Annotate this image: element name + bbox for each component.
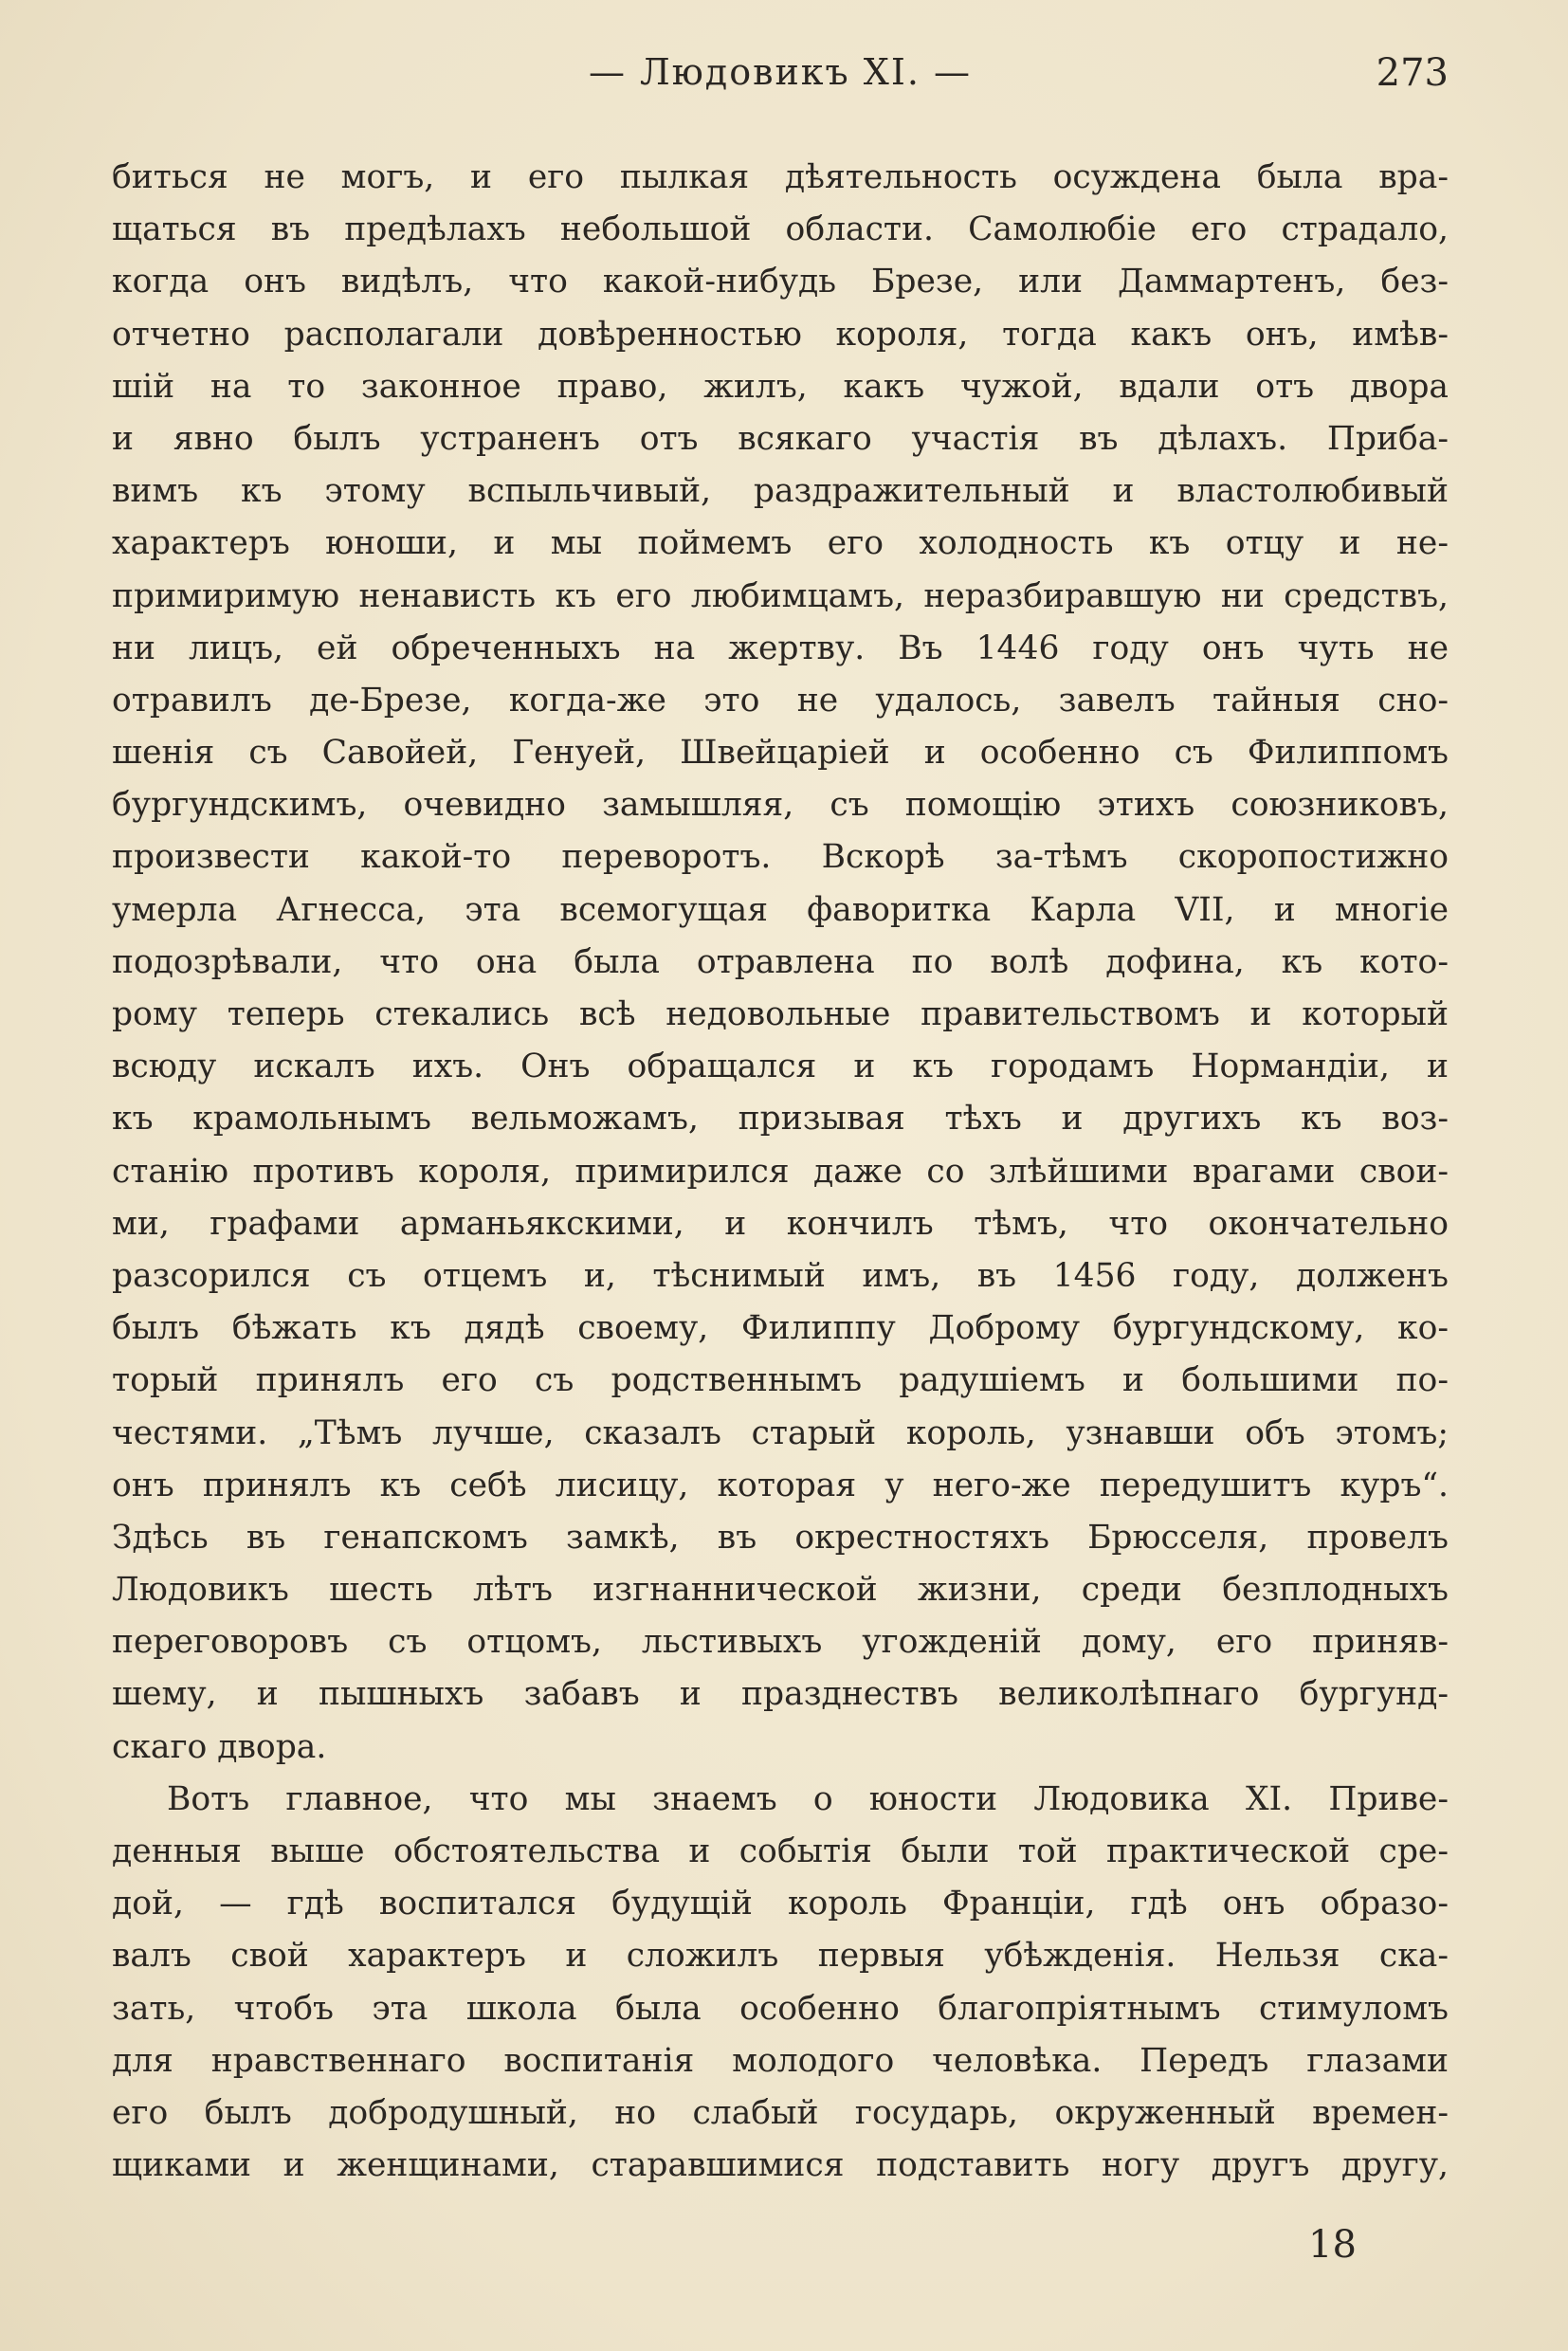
text-line: разсорился съ отцемъ и, тѣснимый имъ, въ 1456 году, долженъ [112, 1256, 1449, 1295]
text-line: былъ бѣжать къ дядѣ своему, Филиппу Доброму бургундскому, ко- [112, 1309, 1449, 1348]
page-header [112, 46, 1449, 102]
text-line: зать, чтобъ эта школа была особенно благопріятнымъ стимуломъ [112, 1989, 1449, 2028]
text-line: валъ свой характеръ и сложилъ первыя убѣжденія. Нельзя ска- [112, 1937, 1449, 1976]
text-line: вимъ къ этому вспыльчивый, раздражительный и властолюбивый [112, 472, 1449, 511]
text-line: щиками и женщинами, старавшимися подставить ногу другъ другу, [112, 2146, 1449, 2185]
text-line: когда онъ видѣлъ, что какой-нибудь Брезе, или Даммартенъ, без- [112, 263, 1449, 301]
text-line: переговоровъ съ отцомъ, льстивыхъ угожденій дому, его приняв- [112, 1623, 1449, 1662]
text-line: для нравственнаго воспитанія молодого человѣка. Передъ глазами [112, 2041, 1449, 2080]
running-title: — Людовикъ XI. — [588, 51, 973, 93]
paragraph-start-line: Вотъ главное, что мы знаемъ о юности Людовика XI. Приве- [167, 1779, 1449, 1818]
page-number: 273 [1376, 51, 1449, 95]
text-line: всюду искалъ ихъ. Онъ обращался и къ городамъ Нормандіи, и [112, 1048, 1449, 1086]
text-line: ни лицъ, ей обреченныхъ на жертву. Въ 1446 году онъ чуть не [112, 629, 1449, 667]
text-line: Здѣсь въ генапскомъ замкѣ, въ окрестностяхъ Брюсселя, провелъ [112, 1518, 1449, 1557]
text-line: шему, и пышныхъ забавъ и празднествъ великолѣпнаго бургунд- [112, 1675, 1449, 1714]
signature-mark: 18 [1308, 2223, 1357, 2267]
text-line: щаться въ предѣлахъ небольшой области. Самолюбіе его страдало, [112, 210, 1449, 249]
text-line: его былъ добродушный, но слабый государь, окруженный времен- [112, 2093, 1449, 2132]
text-line: торый принялъ его съ родственнымъ радушіемъ и большими по- [112, 1361, 1449, 1400]
text-line: и явно былъ устраненъ отъ всякаго участія въ дѣлахъ. Приба- [112, 419, 1449, 458]
body-text [112, 152, 1449, 2192]
text-line: шенія съ Савойей, Генуей, Швейцаріей и особенно съ Филиппомъ [112, 734, 1449, 773]
text-line: честями. „Тѣмъ лучше, сказалъ старый король, узнавши объ этомъ; [112, 1413, 1449, 1452]
text-line: характеръ юноши, и мы поймемъ его холодность къ отцу и не- [112, 524, 1449, 563]
text-line: рому теперь стекались всѣ недовольные правительствомъ и который [112, 995, 1449, 1033]
text-line: биться не могъ, и его пылкая дѣятельность осуждена была вра- [112, 158, 1449, 196]
text-line: станію противъ короля, примирился даже со злѣйшими врагами свои- [112, 1152, 1449, 1191]
text-line: Людовикъ шесть лѣтъ изгнаннической жизни, среди безплодныхъ [112, 1571, 1449, 1610]
text-line: дой, — гдѣ воспитался будущій король Франціи, гдѣ онъ образо- [112, 1885, 1449, 1923]
text-line: отчетно располагали довѣренностью короля, тогда какъ онъ, имѣв- [112, 315, 1449, 354]
text-line: денныя выше обстоятельства и событія были той практической сре- [112, 1832, 1449, 1870]
text-line: къ крамольнымъ вельможамъ, призывая тѣхъ и другихъ къ воз- [112, 1100, 1449, 1139]
text-line: отравилъ де-Брезе, когда-же это не удалось, завелъ тайныя сно- [112, 681, 1449, 720]
text-line: подозрѣвали, что она была отравлена по волѣ дофина, къ кото- [112, 942, 1449, 981]
text-line: произвести какой-то переворотъ. Вскорѣ за-тѣмъ скоропостижно [112, 838, 1449, 877]
text-line: онъ принялъ къ себѣ лисицу, которая у него-же передушитъ куръ“. [112, 1466, 1449, 1504]
text-line: умерла Агнесса, эта всемогущая фаворитка Карла VII, и многіе [112, 890, 1449, 929]
paragraph-end-line: скаго двора. [112, 1727, 327, 1766]
text-line: ми, графами арманьякскими, и кончилъ тѣмъ, что окончательно [112, 1204, 1449, 1243]
text-line: шій на то законное право, жилъ, какъ чужой, вдали отъ двора [112, 367, 1449, 406]
text-line: бургундскимъ, очевидно замышляя, съ помощію этихъ союзниковъ, [112, 786, 1449, 825]
text-line: примиримую ненависть къ его любимцамъ, неразбиравшую ни средствъ, [112, 576, 1449, 615]
